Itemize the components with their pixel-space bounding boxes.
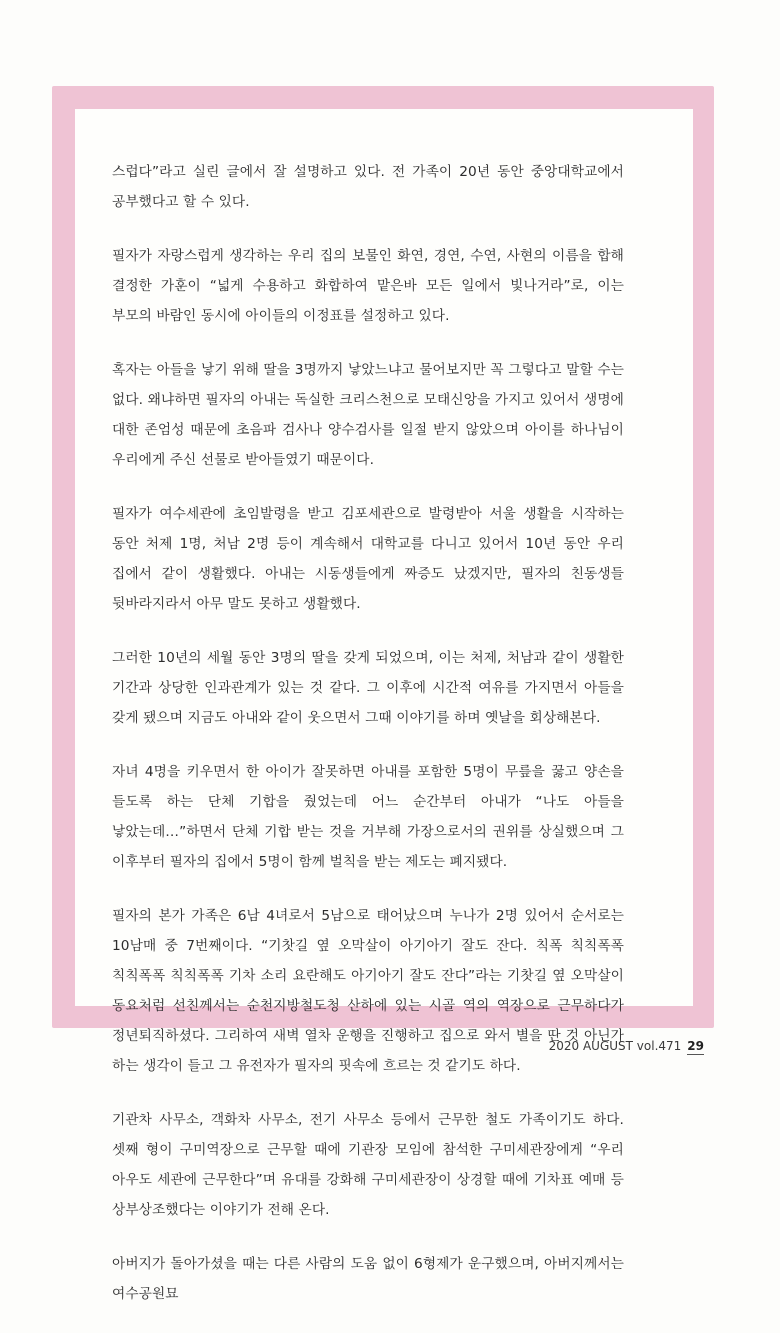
issue-label: 2020 AUGUST vol.471 (548, 1039, 682, 1053)
page-number: 29 (687, 1039, 704, 1053)
paragraph-1: 스럽다”라고 실린 글에서 잘 설명하고 있다. 전 가족이 20년 동안 중앙대학교에서 공부했다고 할 수 있다. (112, 164, 624, 210)
article-body (112, 157, 624, 1333)
paragraph-2: 필자가 자랑스럽게 생각하는 우리 집의 보물인 화연, 경연, 수연, 사현의 이름을 합해 결정한 가훈이 “넓게 수용하고 화합하여 맡은바 모든 일에서 빛나거라”로, 이는 부모의 바람인 동시에 아이들의 이정표를 설정하고 있다. (112, 248, 624, 324)
paragraph-9: 아버지가 돌아가셨을 때는 다른 사람의 도움 없이 6형제가 운구했으며, 아버지께서는 여수공원묘 (112, 1256, 624, 1302)
paragraph-3: 혹자는 아들을 낳기 위해 딸을 3명까지 낳았느냐고 물어보지만 꼭 그렇다고 말할 수는 없다. 왜냐하면 필자의 아내는 독실한 크리스천으로 모태신앙을 가지고 있어서 생명에 대한 존엄성 때문에 초음파 검사나 양수검사를 일절 받지 않았으며 아이를 하나님이 우리에게 주신 선물로 받아들였기 때문이다. (112, 362, 624, 468)
page-footer (549, 1039, 704, 1053)
paragraph-7: 필자의 본가 가족은 6남 4녀로서 5남으로 태어났으며 누나가 2명 있어서 순서로는 10남매 중 7번째이다. “기찻길 옆 오막살이 아기아기 잘도 잔다. 칙폭 칙칙폭폭 칙칙폭폭 칙칙폭폭 기차 소리 요란해도 아기아기 잘도 잔다”라는 기찻길 옆 오막살이 동요처럼 선친께서는 순천지방철도청 산하에 있는 시골 역의 역장으로 근무하다가 정년퇴직하셨다. 그리하여 새벽 열차 운행을 진행하고 집으로 와서 별을 딴 것 아닌가 하는 생각이 들고 그 유전자가 필자의 핏속에 흐르는 것 같기도 하다. (112, 908, 624, 1074)
paragraph-8: 기관차 사무소, 객화차 사무소, 전기 사무소 등에서 근무한 철도 가족이기도 하다. 셋째 형이 구미역장으로 근무할 때에 기관장 모임에 참석한 구미세관장에게 “우리 아우도 세관에 근무한다”며 유대를 강화해 구미세관장이 상경할 때에 기차표 예매 등 상부상조했다는 이야기가 전해 온다. (112, 1112, 624, 1218)
paragraph-5: 그러한 10년의 세월 동안 3명의 딸을 갖게 되었으며, 이는 처제, 처남과 같이 생활한 기간과 상당한 인과관계가 있는 것 같다. 그 이후에 시간적 여유를 가지면서 아들을 갖게 됐으며 지금도 아내와 같이 웃으면서 그때 이야기를 하며 옛날을 회상해본다. (112, 650, 624, 726)
paragraph-4: 필자가 여수세관에 초임발령을 받고 김포세관으로 발령받아 서울 생활을 시작하는 동안 처제 1명, 처남 2명 등이 계속해서 대학교를 다니고 있어서 10년 동안 우리 집에서 같이 생활했다. 아내는 시동생들에게 짜증도 났겠지만, 필자의 친동생들 뒷바라지라서 아무 말도 못하고 생활했다. (112, 506, 624, 612)
paragraph-6: 자녀 4명을 키우면서 한 아이가 잘못하면 아내를 포함한 5명이 무릎을 꿇고 양손을 들도록 하는 단체 기합을 줬었는데 어느 순간부터 아내가 “나도 아들을 낳았는데…”하면서 단체 기합 받는 것을 거부해 가장으로서의 권위를 상실했으며 그 이후부터 필자의 집에서 5명이 함께 벌칙을 받는 제도는 폐지됐다. (112, 764, 624, 870)
